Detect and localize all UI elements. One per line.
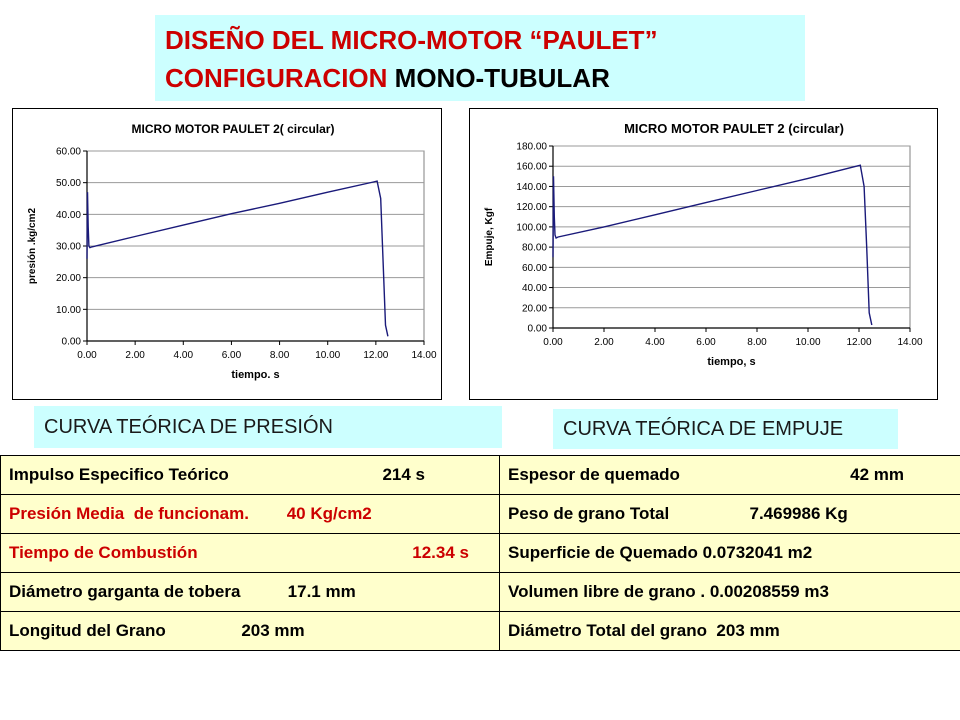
x-tick-label: 6.00 [696, 337, 716, 348]
x-tick-label: 0.00 [77, 350, 97, 361]
x-tick-label: 4.00 [645, 337, 665, 348]
title-banner [155, 15, 805, 101]
thrust-chart [469, 108, 938, 400]
burn-thickness-cell [500, 456, 960, 495]
x-tick-label: 0.00 [543, 337, 563, 348]
title-mono-tubular: MONO-TUBULAR [394, 63, 610, 93]
grain-weight-cell: Peso de grano Total 7.469986 Kg [500, 495, 960, 534]
y-tick-label: 0.00 [61, 336, 81, 348]
y-tick-label: 60.00 [55, 146, 81, 158]
x-tick-label: 8.00 [269, 350, 290, 361]
y-tick-label: 40.00 [55, 209, 81, 221]
y-tick-label: 30.00 [55, 241, 81, 253]
title-line-1: DISEÑO DEL MICRO-MOTOR “PAULET” [165, 25, 658, 55]
parameters-table [0, 455, 960, 651]
y-tick-label: 180.00 [516, 141, 547, 153]
table-row [1, 456, 960, 495]
x-tick-label: 2.00 [594, 337, 614, 348]
y-tick-label: 100.00 [516, 222, 547, 234]
table-row [1, 612, 960, 651]
x-tick-label: 12.00 [846, 337, 872, 348]
y-tick-label: 160.00 [516, 161, 547, 173]
impulse-label: Impulso Especifico Teórico [9, 465, 229, 484]
table-row [1, 495, 960, 534]
pressure-caption: CURVA TEÓRICA DE PRESIÓN [34, 406, 502, 448]
y-tick-label: 10.00 [55, 304, 81, 316]
x-tick-label: 4.00 [173, 350, 194, 361]
y-tick-label: 50.00 [55, 178, 81, 190]
x-tick-label: 14.00 [411, 350, 437, 361]
burn-time-value: 12.34 s [412, 543, 469, 562]
y-axis-label: Empuje, Kgf [484, 207, 495, 267]
x-axis-label: tiempo. s [231, 369, 280, 381]
pressure-chart-svg [13, 109, 441, 399]
burn-thickness-value: 42 mm [850, 465, 904, 484]
burn-surface-cell: Superficie de Quemado 0.0732041 m2 [500, 534, 960, 573]
impulse-value: 214 s [382, 465, 425, 484]
title-config-word: CONFIGURACION [165, 63, 388, 93]
burn-time-cell [1, 534, 500, 573]
y-tick-label: 80.00 [521, 242, 547, 254]
y-tick-label: 140.00 [516, 181, 547, 193]
chart-title: MICRO MOTOR PAULET 2( circular) [131, 122, 335, 136]
burn-time-label: Tiempo de Combustión [9, 543, 198, 562]
grain-diameter-cell: Diámetro Total del grano 203 mm [500, 612, 960, 651]
x-axis-label: tiempo, s [707, 356, 756, 368]
thrust-chart-svg [470, 109, 937, 399]
x-tick-label: 10.00 [315, 350, 341, 361]
pressure-chart [12, 108, 442, 400]
y-tick-label: 20.00 [521, 303, 547, 315]
x-tick-label: 8.00 [747, 337, 767, 348]
x-tick-label: 2.00 [125, 350, 145, 361]
impulse-cell [1, 456, 500, 495]
y-tick-label: 40.00 [521, 283, 547, 295]
table-row [1, 534, 960, 573]
chart-title: MICRO MOTOR PAULET 2 (circular) [624, 121, 844, 136]
y-axis-label: presión .kg/cm2 [27, 207, 38, 285]
y-tick-label: 120.00 [516, 202, 547, 214]
free-volume-cell: Volumen libre de grano . 0.00208559 m3 [500, 573, 960, 612]
mean-pressure-cell: Presión Media de funcionam. 40 Kg/cm2 [1, 495, 500, 534]
table-row [1, 573, 960, 612]
plot-area [553, 146, 910, 328]
y-tick-label: 60.00 [521, 262, 547, 274]
x-tick-label: 14.00 [897, 337, 923, 348]
grain-length-cell: Longitud del Grano 203 mm [1, 612, 500, 651]
x-tick-label: 12.00 [363, 350, 389, 361]
burn-thickness-label: Espesor de quemado [508, 465, 680, 484]
y-tick-label: 20.00 [55, 273, 81, 285]
throat-diameter-cell: Diámetro garganta de tobera 17.1 mm [1, 573, 500, 612]
title-line-2 [165, 63, 610, 93]
y-tick-label: 0.00 [527, 323, 547, 335]
x-tick-label: 10.00 [795, 337, 821, 348]
x-tick-label: 6.00 [221, 350, 242, 361]
thrust-caption: CURVA TEÓRICA DE EMPUJE [553, 409, 898, 449]
